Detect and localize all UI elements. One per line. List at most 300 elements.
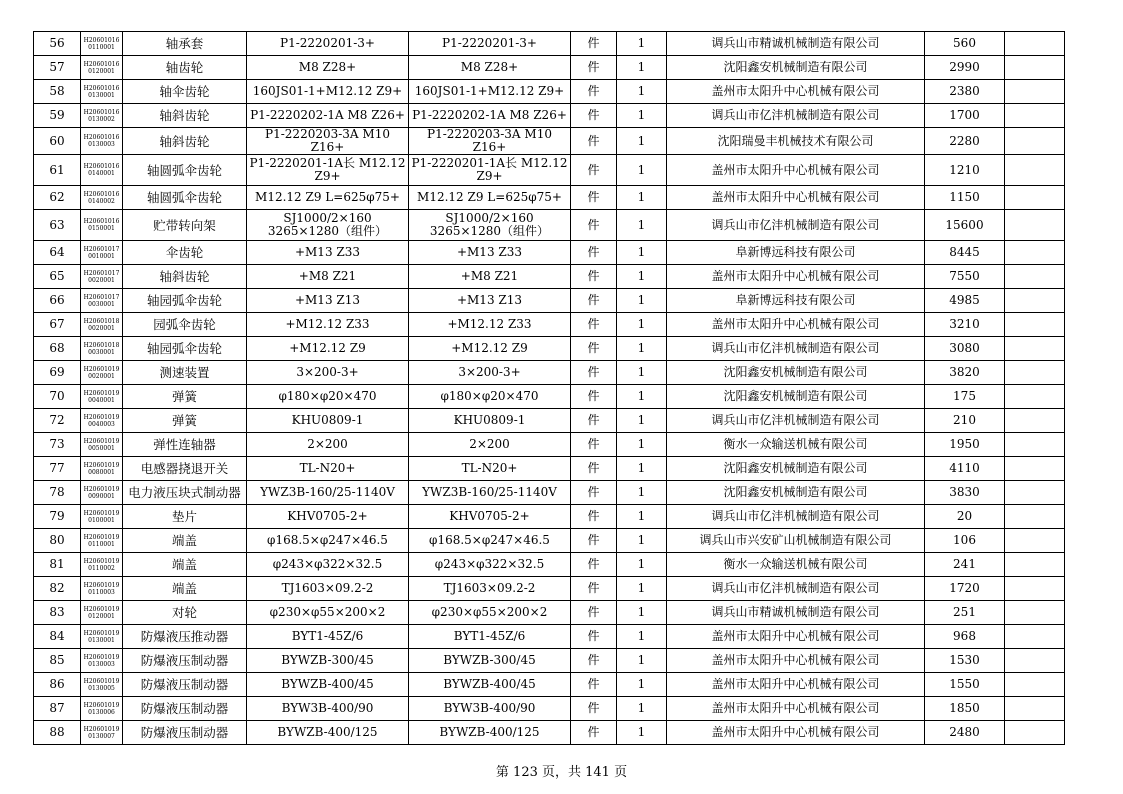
- unit-cell: 件: [571, 553, 617, 577]
- note-cell: [1005, 241, 1065, 265]
- note-cell: [1005, 186, 1065, 210]
- material-code-cell: [81, 457, 123, 481]
- price-cell: 1150: [925, 186, 1005, 210]
- supplier-cell: 沈阳鑫安机械制造有限公司: [667, 56, 925, 80]
- row-number-cell: 66: [34, 289, 81, 313]
- row-number-cell: 83: [34, 601, 81, 625]
- supplier-cell: 盖州市太阳升中心机械有限公司: [667, 649, 925, 673]
- row-number-cell: 73: [34, 433, 81, 457]
- supplier-cell: 调兵山市兴安矿山机械制造有限公司: [667, 529, 925, 553]
- supplier-cell: 沈阳鑫安机械制造有限公司: [667, 361, 925, 385]
- note-cell: [1005, 625, 1065, 649]
- table-row: [34, 649, 1065, 673]
- material-code-cell: [81, 409, 123, 433]
- item-name-cell: 电力液压块式制动器: [123, 481, 247, 505]
- quantity-cell: 1: [617, 32, 667, 56]
- price-cell: 3080: [925, 337, 1005, 361]
- item-name-cell: 轴斜齿轮: [123, 128, 247, 155]
- supplier-cell: 调兵山市亿沣机械制造有限公司: [667, 210, 925, 241]
- specification-cell: BYW3B-400/90: [247, 697, 409, 721]
- item-name-cell: 轴圆弧伞齿轮: [123, 155, 247, 186]
- unit-cell: 件: [571, 433, 617, 457]
- model-cell: BYWZB-400/45: [409, 673, 571, 697]
- material-code-line-2: 0110002: [88, 564, 115, 572]
- parts-price-table: [33, 31, 1065, 745]
- material-code-cell: [81, 241, 123, 265]
- price-cell: 106: [925, 529, 1005, 553]
- quantity-cell: 1: [617, 186, 667, 210]
- model-cell: +M12.12 Z9: [409, 337, 571, 361]
- note-cell: [1005, 721, 1065, 745]
- material-code-line-1: H20601016: [83, 60, 120, 68]
- material-code-line-1: H20601019: [83, 389, 120, 397]
- quantity-cell: 1: [617, 433, 667, 457]
- model-cell: +M8 Z21: [409, 265, 571, 289]
- table-row: [34, 625, 1065, 649]
- quantity-cell: 1: [617, 457, 667, 481]
- note-cell: [1005, 457, 1065, 481]
- material-code-line-2: 0120001: [88, 612, 115, 620]
- material-code-cell: [81, 721, 123, 745]
- unit-cell: 件: [571, 505, 617, 529]
- model-cell: P1-2220202-1A M8 Z26+: [409, 104, 571, 128]
- quantity-cell: 1: [617, 289, 667, 313]
- price-cell: 175: [925, 385, 1005, 409]
- supplier-cell: 盖州市太阳升中心机械有限公司: [667, 673, 925, 697]
- table-row: [34, 433, 1065, 457]
- price-cell: 1950: [925, 433, 1005, 457]
- item-name-cell: 轴承套: [123, 32, 247, 56]
- unit-cell: 件: [571, 649, 617, 673]
- material-code-line-2: 0130003: [88, 660, 115, 668]
- item-name-cell: 弹簧: [123, 385, 247, 409]
- table-row: [34, 361, 1065, 385]
- row-number-cell: 58: [34, 80, 81, 104]
- quantity-cell: 1: [617, 385, 667, 409]
- price-cell: 251: [925, 601, 1005, 625]
- material-code-cell: [81, 313, 123, 337]
- note-cell: [1005, 210, 1065, 241]
- table-row: [34, 601, 1065, 625]
- table-row: [34, 155, 1065, 186]
- price-cell: 560: [925, 32, 1005, 56]
- material-code-line-2: 0010001: [88, 252, 115, 260]
- quantity-cell: 1: [617, 241, 667, 265]
- material-code-line-2: 0030001: [88, 300, 115, 308]
- supplier-cell: 衡水一众输送机械有限公司: [667, 433, 925, 457]
- material-code-cell: [81, 529, 123, 553]
- supplier-cell: 调兵山市亿沣机械制造有限公司: [667, 505, 925, 529]
- note-cell: [1005, 601, 1065, 625]
- specification-cell: BYWZB-400/125: [247, 721, 409, 745]
- model-cell: P1-2220203-3A M10 Z16+: [409, 128, 571, 155]
- table-row: [34, 210, 1065, 241]
- price-cell: 4110: [925, 457, 1005, 481]
- table-row: [34, 481, 1065, 505]
- model-cell: YWZ3B-160/25-1140V: [409, 481, 571, 505]
- material-code-cell: [81, 210, 123, 241]
- table-row: [34, 505, 1065, 529]
- quantity-cell: 1: [617, 128, 667, 155]
- item-name-cell: 端盖: [123, 529, 247, 553]
- material-code-cell: [81, 56, 123, 80]
- supplier-cell: 阜新博远科技有限公司: [667, 289, 925, 313]
- note-cell: [1005, 289, 1065, 313]
- item-name-cell: 弹簧: [123, 409, 247, 433]
- table-row: [34, 104, 1065, 128]
- table-row: [34, 265, 1065, 289]
- note-cell: [1005, 104, 1065, 128]
- unit-cell: 件: [571, 313, 617, 337]
- item-name-cell: 轴斜齿轮: [123, 104, 247, 128]
- material-code-cell: [81, 673, 123, 697]
- note-cell: [1005, 481, 1065, 505]
- item-name-cell: 轴园弧伞齿轮: [123, 289, 247, 313]
- table-row: [34, 409, 1065, 433]
- quantity-cell: 1: [617, 721, 667, 745]
- material-code-line-2: 0120001: [88, 67, 115, 75]
- row-number-cell: 60: [34, 128, 81, 155]
- page-footer: 第 123 页，共 141 页: [495, 765, 628, 780]
- unit-cell: 件: [571, 361, 617, 385]
- note-cell: [1005, 128, 1065, 155]
- material-code-line-1: H20601019: [83, 581, 120, 589]
- specification-cell: BYT1-45Z/6: [247, 625, 409, 649]
- specification-cell: +M8 Z21: [247, 265, 409, 289]
- note-cell: [1005, 649, 1065, 673]
- price-cell: 1550: [925, 673, 1005, 697]
- specification-cell: φ168.5×φ247×46.5: [247, 529, 409, 553]
- model-cell: +M13 Z13: [409, 289, 571, 313]
- material-code-line-1: H20601019: [83, 701, 120, 709]
- note-cell: [1005, 697, 1065, 721]
- material-code-line-2: 0130007: [88, 732, 115, 740]
- quantity-cell: 1: [617, 601, 667, 625]
- table-row: [34, 457, 1065, 481]
- specification-cell: BYWZB-300/45: [247, 649, 409, 673]
- unit-cell: 件: [571, 128, 617, 155]
- unit-cell: 件: [571, 289, 617, 313]
- model-cell: TL-N20+: [409, 457, 571, 481]
- unit-cell: 件: [571, 155, 617, 186]
- note-cell: [1005, 32, 1065, 56]
- model-cell: BYWZB-400/125: [409, 721, 571, 745]
- table-row: [34, 313, 1065, 337]
- quantity-cell: 1: [617, 56, 667, 80]
- material-code-line-1: H20601018: [83, 317, 120, 325]
- specification-cell: M12.12 Z9 L=625φ75+: [247, 186, 409, 210]
- unit-cell: 件: [571, 721, 617, 745]
- unit-cell: 件: [571, 186, 617, 210]
- specification-cell: KHU0809-1: [247, 409, 409, 433]
- table-row: [34, 721, 1065, 745]
- row-number-cell: 62: [34, 186, 81, 210]
- row-number-cell: 56: [34, 32, 81, 56]
- unit-cell: 件: [571, 385, 617, 409]
- unit-cell: 件: [571, 481, 617, 505]
- unit-cell: 件: [571, 56, 617, 80]
- row-number-cell: 87: [34, 697, 81, 721]
- material-code-line-2: 0130002: [88, 115, 115, 123]
- unit-cell: 件: [571, 409, 617, 433]
- price-cell: 15600: [925, 210, 1005, 241]
- price-cell: 4985: [925, 289, 1005, 313]
- specification-cell: +M13 Z13: [247, 289, 409, 313]
- material-code-line-2: 0100001: [88, 516, 115, 524]
- material-code-cell: [81, 289, 123, 313]
- unit-cell: 件: [571, 32, 617, 56]
- specification-cell: φ230×φ55×200×2: [247, 601, 409, 625]
- supplier-cell: 盖州市太阳升中心机械有限公司: [667, 155, 925, 186]
- row-number-cell: 78: [34, 481, 81, 505]
- model-cell: 3×200-3+: [409, 361, 571, 385]
- material-code-cell: [81, 186, 123, 210]
- price-cell: 3820: [925, 361, 1005, 385]
- material-code-line-2: 0110001: [88, 540, 115, 548]
- row-number-cell: 65: [34, 265, 81, 289]
- material-code-cell: [81, 155, 123, 186]
- supplier-cell: 盖州市太阳升中心机械有限公司: [667, 721, 925, 745]
- row-number-cell: 80: [34, 529, 81, 553]
- row-number-cell: 84: [34, 625, 81, 649]
- specification-cell: φ243×φ322×32.5: [247, 553, 409, 577]
- material-code-line-2: 0020001: [88, 372, 115, 380]
- table-row: [34, 289, 1065, 313]
- price-cell: 2280: [925, 128, 1005, 155]
- table-row: [34, 673, 1065, 697]
- item-name-cell: 防爆液压制动器: [123, 649, 247, 673]
- quantity-cell: 1: [617, 673, 667, 697]
- model-cell: 160JS01-1+M12.12 Z9+: [409, 80, 571, 104]
- row-number-cell: 68: [34, 337, 81, 361]
- material-code-cell: [81, 433, 123, 457]
- row-number-cell: 72: [34, 409, 81, 433]
- material-code-line-1: H20601019: [83, 437, 120, 445]
- material-code-cell: [81, 481, 123, 505]
- material-code-cell: [81, 601, 123, 625]
- specification-cell: SJ1000/2×160 3265×1280（组件）: [247, 210, 409, 241]
- supplier-cell: 调兵山市亿沣机械制造有限公司: [667, 409, 925, 433]
- supplier-cell: 衡水一众输送机械有限公司: [667, 553, 925, 577]
- note-cell: [1005, 265, 1065, 289]
- price-cell: 1850: [925, 697, 1005, 721]
- material-code-line-2: 0130001: [88, 636, 115, 644]
- supplier-cell: 调兵山市亿沣机械制造有限公司: [667, 104, 925, 128]
- item-name-cell: 测速装置: [123, 361, 247, 385]
- specification-cell: M8 Z28+: [247, 56, 409, 80]
- material-code-line-2: 0080001: [88, 468, 115, 476]
- material-code-line-1: H20601019: [83, 629, 120, 637]
- supplier-cell: 沈阳瑞曼丰机械技术有限公司: [667, 128, 925, 155]
- specification-cell: KHV0705-2+: [247, 505, 409, 529]
- table-row: [34, 241, 1065, 265]
- supplier-cell: 调兵山市亿沣机械制造有限公司: [667, 337, 925, 361]
- model-cell: 2×200: [409, 433, 571, 457]
- material-code-line-2: 0130001: [88, 91, 115, 99]
- model-cell: BYWZB-300/45: [409, 649, 571, 673]
- specification-cell: +M12.12 Z9: [247, 337, 409, 361]
- note-cell: [1005, 433, 1065, 457]
- row-number-cell: 70: [34, 385, 81, 409]
- supplier-cell: 沈阳鑫安机械制造有限公司: [667, 481, 925, 505]
- row-number-cell: 81: [34, 553, 81, 577]
- row-number-cell: 79: [34, 505, 81, 529]
- material-code-cell: [81, 649, 123, 673]
- specification-cell: φ180×φ20×470: [247, 385, 409, 409]
- quantity-cell: 1: [617, 529, 667, 553]
- material-code-cell: [81, 337, 123, 361]
- quantity-cell: 1: [617, 361, 667, 385]
- item-name-cell: 贮带转向架: [123, 210, 247, 241]
- item-name-cell: 防爆液压制动器: [123, 673, 247, 697]
- material-code-line-1: H20601019: [83, 533, 120, 541]
- note-cell: [1005, 553, 1065, 577]
- material-code-cell: [81, 32, 123, 56]
- model-cell: P1-2220201-1A长 M12.12 Z9+: [409, 155, 571, 186]
- specification-cell: P1-2220202-1A M8 Z26+: [247, 104, 409, 128]
- material-code-line-2: 0040001: [88, 396, 115, 404]
- material-code-cell: [81, 128, 123, 155]
- price-cell: 2990: [925, 56, 1005, 80]
- item-name-cell: 轴圆弧伞齿轮: [123, 186, 247, 210]
- material-code-cell: [81, 385, 123, 409]
- price-cell: 2380: [925, 80, 1005, 104]
- item-name-cell: 轴伞齿轮: [123, 80, 247, 104]
- row-number-cell: 88: [34, 721, 81, 745]
- item-name-cell: 端盖: [123, 553, 247, 577]
- material-code-line-1: H20601016: [83, 84, 120, 92]
- note-cell: [1005, 505, 1065, 529]
- material-code-line-2: 0020001: [88, 324, 115, 332]
- row-number-cell: 77: [34, 457, 81, 481]
- item-name-cell: 伞齿轮: [123, 241, 247, 265]
- model-cell: KHV0705-2+: [409, 505, 571, 529]
- material-code-line-2: 0150001: [88, 225, 115, 232]
- price-cell: 1530: [925, 649, 1005, 673]
- model-cell: +M12.12 Z33: [409, 313, 571, 337]
- quantity-cell: 1: [617, 265, 667, 289]
- note-cell: [1005, 56, 1065, 80]
- material-code-line-2: 0030001: [88, 348, 115, 356]
- material-code-cell: [81, 505, 123, 529]
- quantity-cell: 1: [617, 80, 667, 104]
- unit-cell: 件: [571, 601, 617, 625]
- material-code-cell: [81, 553, 123, 577]
- material-code-line-1: H20601016: [83, 163, 120, 170]
- unit-cell: 件: [571, 625, 617, 649]
- material-code-cell: [81, 625, 123, 649]
- model-cell: BYW3B-400/90: [409, 697, 571, 721]
- material-code-cell: [81, 697, 123, 721]
- specification-cell: 160JS01-1+M12.12 Z9+: [247, 80, 409, 104]
- model-cell: M12.12 Z9 L=625φ75+: [409, 186, 571, 210]
- supplier-cell: 盖州市太阳升中心机械有限公司: [667, 186, 925, 210]
- table-row: [34, 553, 1065, 577]
- material-code-line-1: H20601018: [83, 341, 120, 349]
- material-code-cell: [81, 104, 123, 128]
- price-cell: 241: [925, 553, 1005, 577]
- note-cell: [1005, 385, 1065, 409]
- item-name-cell: 防爆液压制动器: [123, 697, 247, 721]
- table-row: [34, 337, 1065, 361]
- material-code-line-2: 0040003: [88, 420, 115, 428]
- table-row: [34, 56, 1065, 80]
- quantity-cell: 1: [617, 697, 667, 721]
- quantity-cell: 1: [617, 409, 667, 433]
- table-row: [34, 186, 1065, 210]
- model-cell: φ168.5×φ247×46.5: [409, 529, 571, 553]
- specification-cell: P1-2220201-3+: [247, 32, 409, 56]
- supplier-cell: 盖州市太阳升中心机械有限公司: [667, 265, 925, 289]
- item-name-cell: 轴园弧伞齿轮: [123, 337, 247, 361]
- table-row: [34, 577, 1065, 601]
- material-code-line-1: H20601019: [83, 365, 120, 373]
- supplier-cell: 盖州市太阳升中心机械有限公司: [667, 80, 925, 104]
- quantity-cell: 1: [617, 577, 667, 601]
- supplier-cell: 盖州市太阳升中心机械有限公司: [667, 697, 925, 721]
- material-code-line-1: H20601019: [83, 653, 120, 661]
- material-code-line-2: 0110003: [88, 588, 115, 596]
- price-cell: 2480: [925, 721, 1005, 745]
- note-cell: [1005, 361, 1065, 385]
- table-row: [34, 128, 1065, 155]
- material-code-line-2: 0050001: [88, 444, 115, 452]
- supplier-cell: 沈阳鑫安机械制造有限公司: [667, 457, 925, 481]
- price-cell: 1700: [925, 104, 1005, 128]
- specification-cell: 2×200: [247, 433, 409, 457]
- specification-cell: +M13 Z33: [247, 241, 409, 265]
- material-code-line-2: 0020001: [88, 276, 115, 284]
- model-cell: φ243×φ322×32.5: [409, 553, 571, 577]
- specification-cell: +M12.12 Z33: [247, 313, 409, 337]
- note-cell: [1005, 313, 1065, 337]
- item-name-cell: 园弧伞齿轮: [123, 313, 247, 337]
- quantity-cell: 1: [617, 104, 667, 128]
- material-code-line-1: H20601016: [83, 108, 120, 116]
- table-row: [34, 32, 1065, 56]
- price-cell: 1720: [925, 577, 1005, 601]
- material-code-line-1: H20601016: [83, 218, 120, 225]
- model-cell: φ230×φ55×200×2: [409, 601, 571, 625]
- item-name-cell: 弹性连轴器: [123, 433, 247, 457]
- row-number-cell: 64: [34, 241, 81, 265]
- specification-cell: TJ1603×09.2-2: [247, 577, 409, 601]
- specification-cell: P1-2220201-1A长 M12.12 Z9+: [247, 155, 409, 186]
- material-code-cell: [81, 80, 123, 104]
- item-name-cell: 电感器挠退开关: [123, 457, 247, 481]
- note-cell: [1005, 529, 1065, 553]
- unit-cell: 件: [571, 265, 617, 289]
- material-code-line-2: 0110001: [88, 43, 115, 51]
- supplier-cell: 盖州市太阳升中心机械有限公司: [667, 313, 925, 337]
- row-number-cell: 85: [34, 649, 81, 673]
- material-code-line-1: H20601017: [83, 293, 120, 301]
- table-row: [34, 80, 1065, 104]
- material-code-line-1: H20601019: [83, 605, 120, 613]
- material-code-line-2: 0140002: [88, 197, 115, 205]
- item-name-cell: 对轮: [123, 601, 247, 625]
- row-number-cell: 59: [34, 104, 81, 128]
- specification-cell: YWZ3B-160/25-1140V: [247, 481, 409, 505]
- model-cell: +M13 Z33: [409, 241, 571, 265]
- row-number-cell: 63: [34, 210, 81, 241]
- row-number-cell: 86: [34, 673, 81, 697]
- note-cell: [1005, 337, 1065, 361]
- item-name-cell: 垫片: [123, 505, 247, 529]
- material-code-line-2: 0090001: [88, 492, 115, 500]
- quantity-cell: 1: [617, 505, 667, 529]
- material-code-line-1: H20601019: [83, 461, 120, 469]
